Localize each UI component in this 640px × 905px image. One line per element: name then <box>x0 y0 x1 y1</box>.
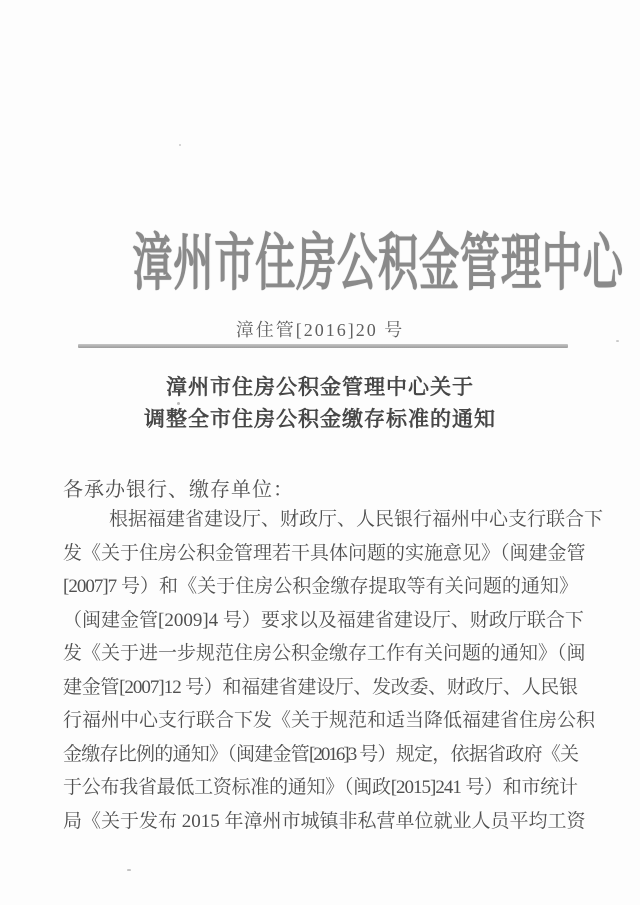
salutation: 各承办银行、缴存单位： <box>63 479 294 501</box>
body-line-7: 行福州中心支行联合下发《关于规范和适当降低福建省住房公积 <box>63 710 596 731</box>
body-line-3: [2007]7 号）和《关于住房公积金缴存提取等有关问题的通知》 <box>63 576 577 597</box>
notice-title-line-1: 漳州市住房公积金管理中心关于 <box>166 375 474 399</box>
body-line-6: 建金管[2007]12 号）和福建省建设厅、发改委、财政厅、人民银 <box>63 676 577 698</box>
scan-speck <box>127 869 131 871</box>
letterhead-title <box>0 213 640 302</box>
body-line-4: （闽建金管[2009]4 号）要求以及福建省建设厅、财政厅联合下 <box>63 609 584 631</box>
notice-title-line-2: 调整全市住房公积金缴存标准的通知 <box>144 407 496 431</box>
body-line-2: 发《关于住房公积金管理若干具体问题的实施意见》（闽建金管 <box>63 542 586 564</box>
scan-speck <box>616 340 619 342</box>
body-line-5: 发《关于进一步规范住房公积金缴存工作有关问题的通知》（闽 <box>63 643 586 664</box>
body-line-8: 金缴存比例的通知》（闽建金管[2016]3 号）规定，依据省政府《关 <box>63 743 577 765</box>
divider-rule <box>78 344 568 348</box>
letterhead-title-text: 漳州市住房公积金管理中心 <box>132 230 624 298</box>
scan-speck <box>179 144 181 146</box>
body-paragraph <box>63 503 604 838</box>
body-line-9: 于公布我省最低工资标准的通知》（闽政[2015]241 号）和市统计 <box>63 777 577 798</box>
body-line-1: 根据福建省建设厅、财政厅、人民银行福州中心支行联合下 <box>109 509 604 530</box>
document-reference-number: 漳住管[2016]20 号 <box>235 320 405 340</box>
body-line-10: 局《关于发布 2015 年漳州市城镇非私营单位就业人员平均工资 <box>63 810 586 832</box>
scan-speck <box>177 402 180 405</box>
